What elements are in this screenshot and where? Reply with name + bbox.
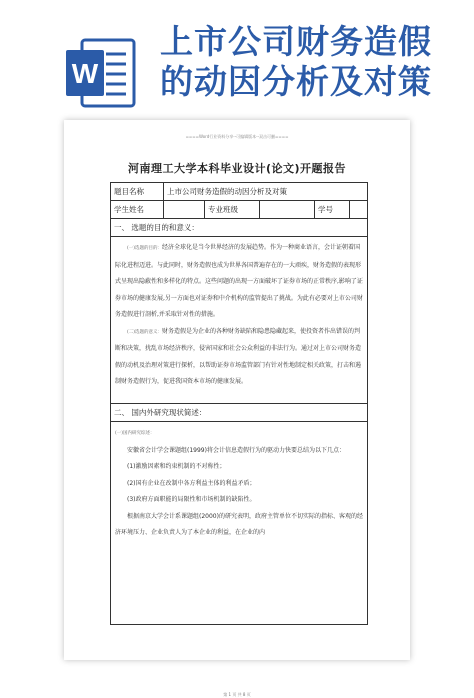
title-line-1: 上市公司财务造假 [160,22,432,61]
table-row [111,201,368,219]
table-row [111,422,368,625]
table-row [111,237,368,404]
significance-label: (二)选题的意义： [127,329,163,335]
section1-head: 一、 选题的目的和意义： [111,219,368,237]
list-item: (2)国有企业在改制中各方利益主体的利益矛盾； [127,479,256,487]
section1-body [111,237,368,404]
header-note: ====Word行业资料分享--可编辑版本--双击可删==== [185,134,289,139]
section2-body [111,422,368,625]
word-document-icon [62,34,140,112]
domestic-review-label [115,425,363,443]
review-paragraph-1: 安徽省会计学会课题组(1999)将会计信息造假行为的驱动力快要总结为以下几点： [127,446,345,454]
student-name-label: 学生姓名 [111,201,164,219]
review-paragraph-2: 根据南京大学会计系课题组(2000)的研究表明，政府主管单位不切实际的指标、客观的经济环境压力、企业负责人为了本企业的利益，在企业的内 [115,512,363,536]
table-row [111,183,368,201]
list-item: (1)激励因素和约束机制的不对称性； [127,463,226,470]
student-id-value [350,201,368,219]
significance-text: 财务造假是为企业的各种财务缺陷和隐患隐藏起来，使投资者作出错误的判断和决策，扰乱市场经济秩序，侵害国家和社会公众利益的非法行为。通过对上市公司财务造假的动机及治理对策进行探析，以帮助证券市场监管部门有针对性地制定相关政策，打击和遏制财务造假行为，促进我国资本市场的健康发展。 [115,327,362,385]
domestic-review-label-text: (一)国内研究综述： [115,431,155,436]
proposal-table [110,182,368,625]
class-value [260,201,315,219]
topic-value: 上市公司财务造假的动因分析及对策 [164,183,368,201]
section2-head: 二、 国内外研究现状简述： [111,404,368,422]
student-name-value [164,201,205,219]
logo-letter: W [71,58,99,89]
purpose-text: 经济全球化是当今世界经济的发展趋势。作为一种商业语言，会计证朝着国际化进程迈进。与此同时，财务造假也成为世界各国普遍存在的一大顽疾，财务造假的表现形式呈现出隐蔽性和多样化的特点。这些问题的出现一方面破坏了证券市场的正常秩序,影响了证券市场的健康发展,另一方面也对证券和中介机构的监管提出了挑战。为此有必要对上市公司财务造假进行剖析,并采取针对性的措施。 [115,244,363,318]
report-title: 河南理工大学本科毕业设计(论文)开题报告 [127,162,347,175]
table-row [111,404,368,422]
title-line-2: 的动因分析及对策 [160,62,432,101]
significance-paragraph [115,324,363,391]
document-page [64,120,410,697]
banner [0,0,474,120]
document-title [160,22,460,102]
class-label: 专业班级 [205,201,260,219]
table-row [111,219,368,237]
purpose-label: (一)选题的目的： [127,246,163,251]
student-id-label: 学号 [315,201,350,219]
page-footer: 第 1 页 共 8 页 [223,692,251,697]
topic-label: 题目名称 [111,183,164,201]
list-item: (3)政府方面职能的局限性和市场机制的缺陷性。 [127,496,256,503]
purpose-paragraph [115,240,363,324]
